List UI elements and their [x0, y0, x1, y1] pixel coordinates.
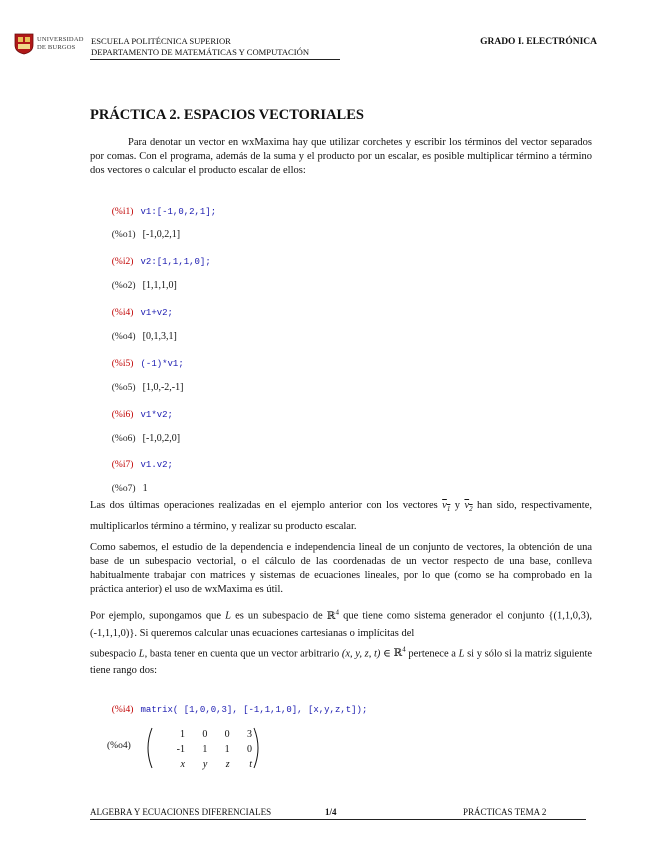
session-output-5: (%o6) [-1,0,2,0]: [111, 433, 181, 444]
matrix-grid: [153, 727, 253, 772]
matrix-cell: 1: [180, 729, 185, 740]
matrix-cell: -1: [176, 744, 185, 755]
real-space-symbol: ℝ$^4$: [326, 608, 339, 622]
vector-v1: $v_1$: [442, 500, 451, 514]
school-name: ESCUELA POLITÉCNICA SUPERIOR: [91, 36, 231, 46]
vector-v2: $v_2$: [464, 500, 473, 514]
session-cell-3: (%i4) v1+v2;: [111, 308, 173, 318]
matrix-cell: t: [249, 759, 252, 770]
matrix-input-cell: (%i4) matrix( [1,0,0,3], [-1,1,1,0], [x,y,z,t]);: [111, 705, 368, 715]
matrix-cell: y: [202, 759, 208, 770]
session-output-1: (%o1) [-1,0,2,1]: [111, 229, 181, 240]
session-output-3: (%o4) [0,1,3,1]: [111, 331, 177, 342]
page-title: PRÁCTICA 2. ESPACIOS VECTORIALES: [90, 107, 364, 123]
matrix-output: [143, 726, 263, 770]
matrix-cell: x: [180, 759, 185, 770]
session-cell-4: (%i5) (-1)*v1;: [111, 359, 184, 369]
matrix-cell: 0: [247, 744, 252, 755]
header-divider: [90, 59, 340, 60]
paragraph-example: Por ejemplo, supongamos que L es un subespacio de ℝ$^4$ que tiene como sistema generador el conjunto {(1,1,0,3),(-1,1,1,0)}. Si queremos calcular unas ecuaciones cartesianas o implícitas del subespacio L, basta tener en cuenta que un vector arbitrario (x, y, z, t) ∈ ℝ$^4$ pertenece a L si y sólo si la matriz siguiente tiene rango dos:: [90, 608, 593, 676]
matrix-row: [153, 742, 253, 757]
page-number: 1/4: [325, 807, 337, 817]
matrix-row: [153, 757, 253, 772]
university-name: UNIVERSIDAD DE BURGOS: [37, 36, 84, 51]
session-output-4: (%o5) [1,0,-2,-1]: [111, 382, 184, 393]
matrix-cell: 0: [224, 729, 230, 740]
matrix-cell: 3: [247, 729, 252, 740]
paragraph-linear-algebra: Como sabemos, el estudio de la dependencia e independencia lineal de un conjunto de vectores, la obtención de una base de un subespacio vectorial, o el cálculo de las coordenadas de un vector respecto de una base, conlleva habitualmente trabajar con matrices y sistemas de ecuaciones lineales, por lo que (como se ha comprobado en la práctica anterior) el uso de wxMaxima es útil.: [90, 542, 592, 595]
matrix-cell: z: [225, 759, 230, 770]
session-cell-6: (%i7) v1.v2;: [111, 460, 173, 470]
degree-name: GRADO I. ELECTRÓNICA: [480, 37, 597, 47]
arbitrary-vector: (x, y, z, t): [341, 648, 381, 659]
matrix-row: [153, 727, 253, 742]
matrix-cell: 1: [202, 744, 208, 755]
university-shield-logo: [14, 33, 34, 55]
matrix-cell: 0: [202, 729, 208, 740]
generator-set: {(1,1,0,3),(-1,1,1,0)}: [90, 610, 593, 639]
matrix-cell: 1: [224, 744, 230, 755]
session-output-2: (%o2) [1,1,1,0]: [111, 280, 177, 291]
session-cell-1: (%i1) v1:[-1,0,2,1];: [111, 207, 217, 217]
intro-paragraph: Para denotar un vector en wxMaxima hay que utilizar corchetes y escribir los términos del vector separados por comas. Con el programa, además de la suma y el producto por un escalar, es posible multiplicar término a término dos vectores o calcular el producto escalar de ellos:: [90, 137, 592, 176]
footer-course: ALGEBRA Y ECUACIONES DIFERENCIALES: [90, 807, 272, 817]
session-cell-2: (%i2) v2:[1,1,1,0];: [111, 257, 211, 267]
department-name: DEPARTAMENTO DE MATEMÁTICAS Y COMPUTACIÓN: [91, 47, 310, 57]
session-output-6: (%o7) 1: [111, 483, 148, 494]
header-school: [91, 36, 309, 58]
matrix-output-label: (%o4): [107, 741, 131, 751]
footer-topic: PRÁCTICAS TEMA 2: [463, 807, 547, 817]
session-cell-5: (%i6) v1*v2;: [111, 410, 173, 420]
paragraph-results: Las dos últimas operaciones realizadas en el ejemplo anterior con los vectores $v_1$ y $v_2$ han sido, respectivamente, multiplicarlos término a término, y realizar su producto escalar.: [90, 500, 592, 533]
footer-divider: [90, 819, 586, 820]
